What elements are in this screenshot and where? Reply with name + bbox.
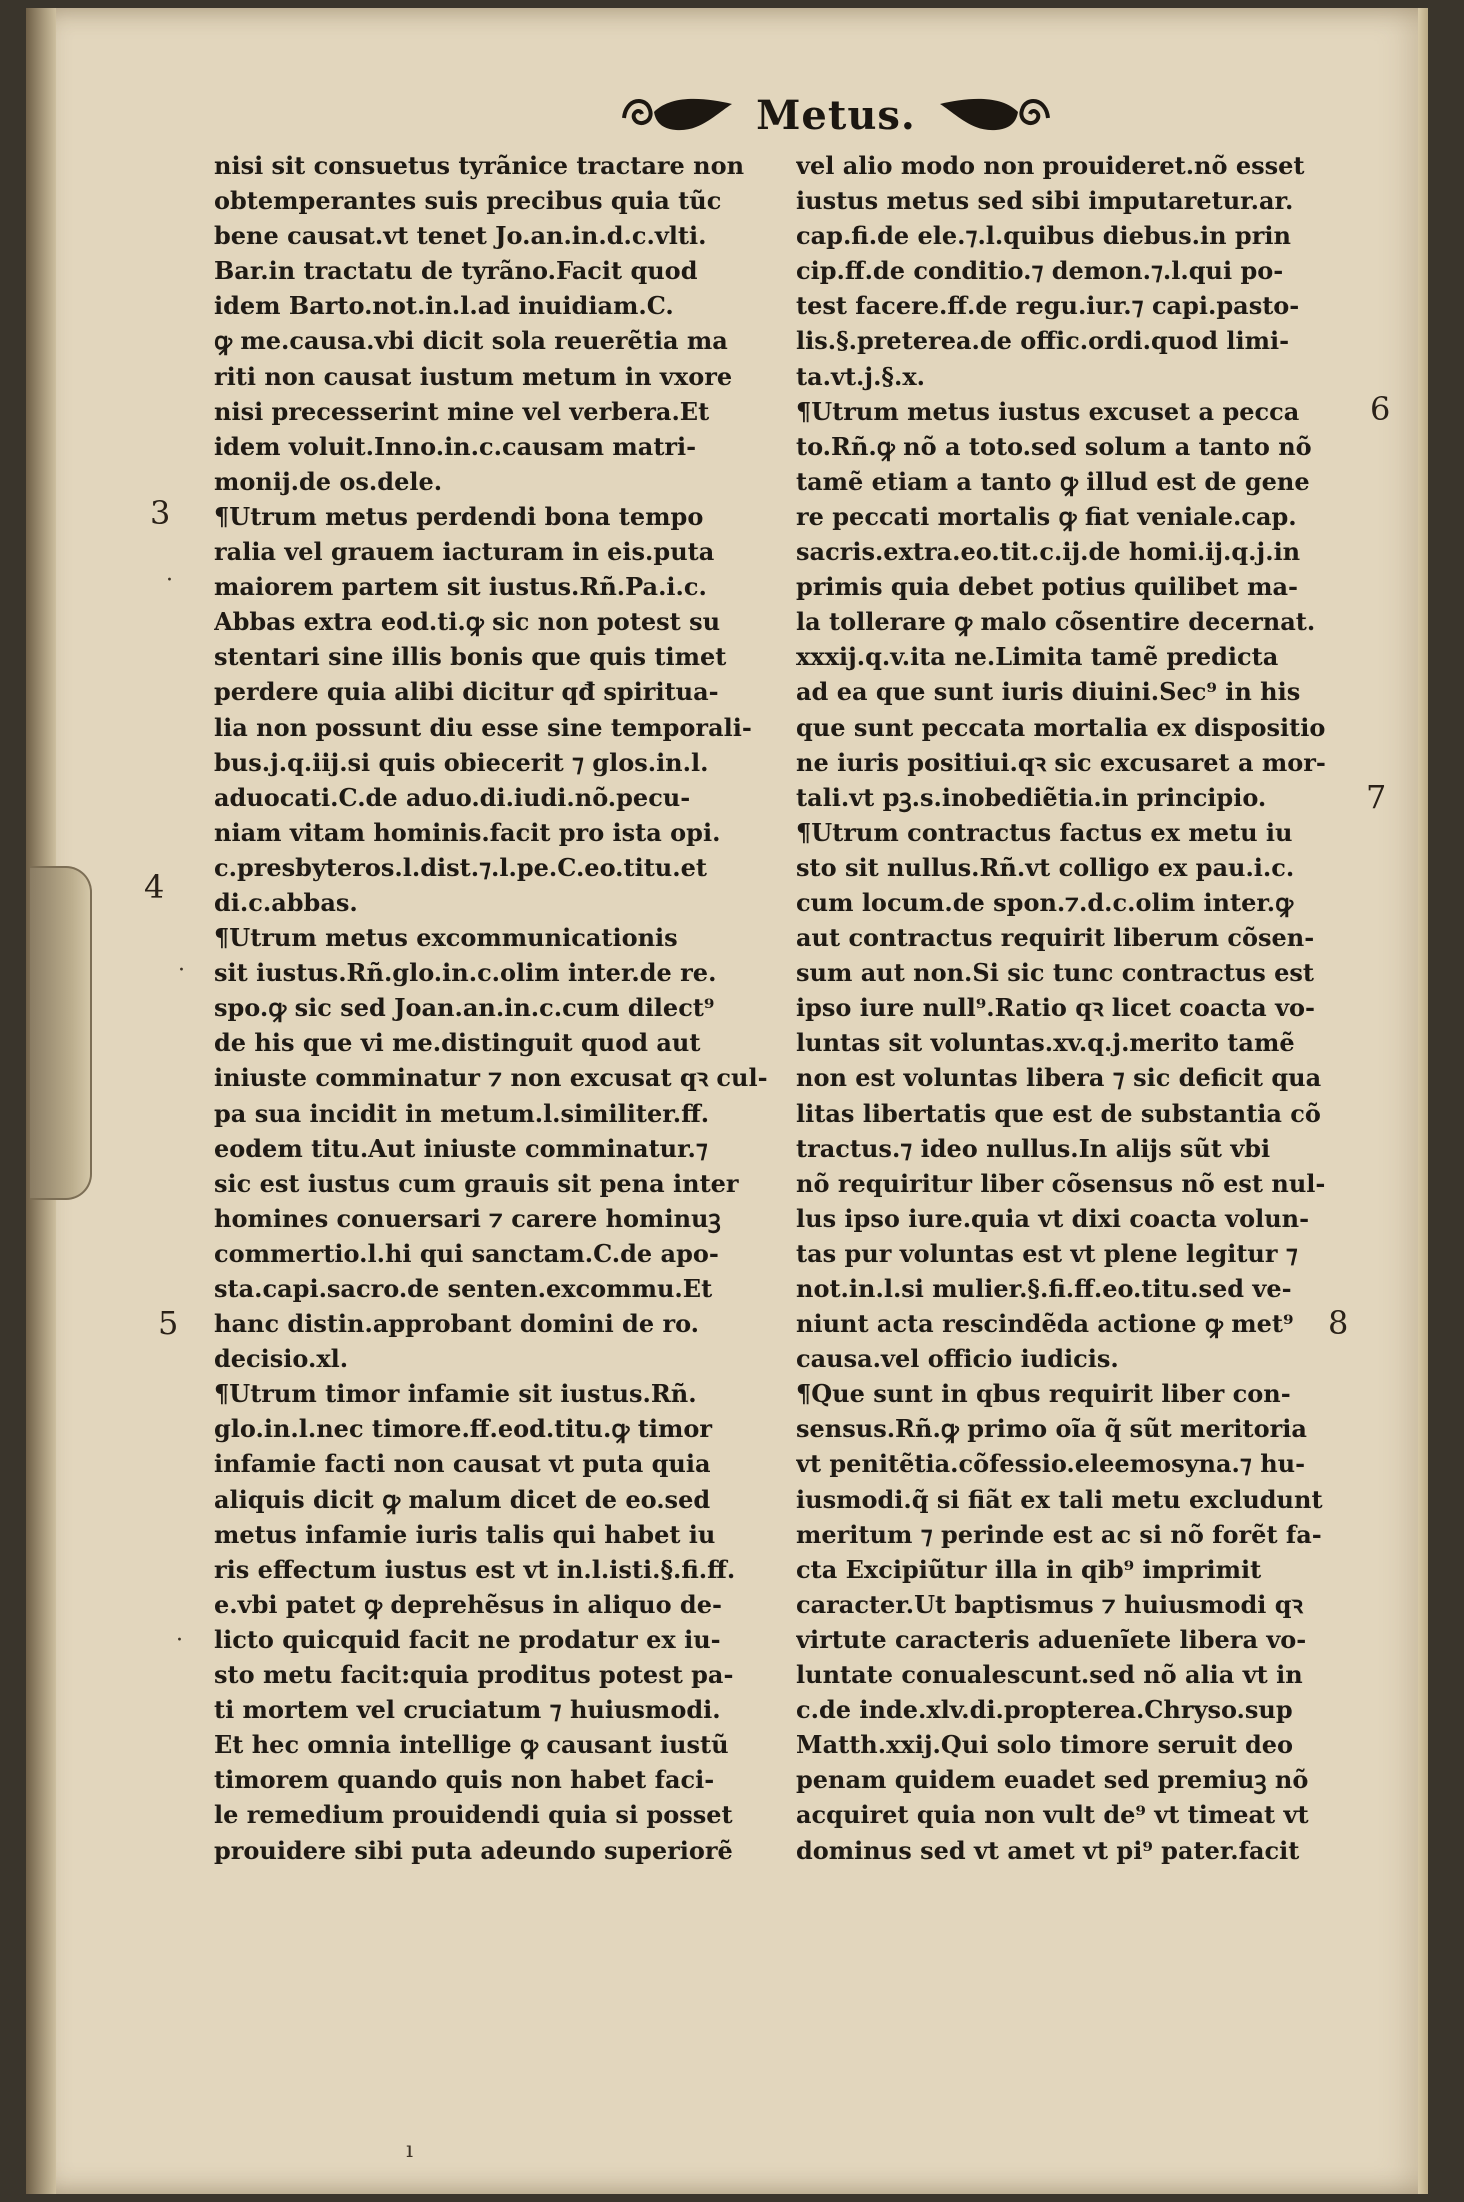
text-line: sum aut non.Si sic tunc contractus est [796, 958, 1315, 988]
text-line: Et hec omnia intellige ꝙ causant iustũ [214, 1730, 729, 1760]
left-text-column [214, 148, 784, 1868]
margin-mark-icon: · [178, 958, 185, 983]
text-line: tamẽ etiam a tanto ꝙ illud est de gene [796, 466, 1310, 496]
text-line: sit iustus.Rñ.glo.in.c.olim inter.de re. [214, 958, 717, 988]
text-line: aut contractus requirit liberum cõsen- [796, 923, 1315, 953]
text-line: le remedium prouidendi quia si posset [214, 1800, 733, 1830]
text-line: ne iuris positiui.qꝛ sic excusaret a mor- [796, 747, 1326, 777]
text-line: ipso iure null⁹.Ratio qꝛ licet coacta vo- [796, 993, 1315, 1023]
text-line: ꝙ me.causa.vbi dicit sola reuerẽtia ma [214, 326, 728, 356]
margin-mark-icon: · [166, 568, 173, 593]
left-fleuron-ornament-icon [620, 88, 740, 142]
margin-mark-icon: ı [406, 2138, 414, 2163]
book-page [26, 8, 1428, 2194]
text-line: ¶Utrum metus perdendi bona tempo [214, 501, 704, 531]
text-line: test facere.ff.de regu.iur.⁊ capi.pasto- [796, 291, 1300, 321]
text-line: monij.de os.dele. [214, 466, 443, 496]
running-head [616, 80, 1056, 150]
text-line: cum locum.de spon.⁊.d.c.olim inter.ꝙ [796, 887, 1294, 917]
text-line: iusmodi.q̃ si fiãt ex tali metu excludunt [796, 1484, 1323, 1514]
text-line: Matth.xxij.Qui solo timore seruit deo [796, 1730, 1294, 1760]
text-line: vt penitẽtia.cõfessio.eleemosyna.⁊ hu- [796, 1449, 1306, 1479]
text-line: decisio.xl. [214, 1344, 349, 1374]
text-line: luntate conualescunt.sed nõ alia vt in [796, 1660, 1303, 1690]
margin-number-7: 7 [1366, 778, 1387, 816]
text-line: perdere quia alibi dicitur qđ spiritua- [214, 677, 719, 707]
text-line: idem Barto.not.in.l.ad inuidiam.C. [214, 291, 674, 321]
text-line: aduocati.C.de aduo.di.iudi.nõ.pecu- [214, 782, 691, 812]
margin-number-6: 6 [1370, 390, 1391, 428]
text-line: nõ requiritur liber cõsensus nõ est nul- [796, 1168, 1326, 1198]
text-line: prouidere sibi puta adeundo superiorẽ [214, 1835, 733, 1865]
text-line: ¶Que sunt in qbus requirit liber con- [796, 1379, 1291, 1409]
text-line: penam quidem euadet sed premiuꝫ nõ [796, 1765, 1309, 1795]
text-line: commertio.l.hi qui sanctam.C.de apo- [214, 1238, 719, 1268]
text-line: primis quia debet potius quilibet ma- [796, 572, 1299, 602]
text-line: sensus.Rñ.ꝙ primo oĩa q̃ sũt meritoria [796, 1414, 1307, 1444]
text-line: cip.ff.de conditio.⁊ demon.⁊.l.qui po- [796, 256, 1284, 286]
text-line: di.c.abbas. [214, 887, 358, 917]
text-line: glo.in.l.nec timore.ff.eod.titu.ꝙ timor [214, 1414, 712, 1444]
text-line: obtemperantes suis precibus quia tũc [214, 186, 722, 216]
text-line: tractus.⁊ ideo nullus.In alijs sũt vbi [796, 1133, 1271, 1163]
text-line: causa.vel officio iudicis. [796, 1344, 1119, 1374]
text-line: iustus metus sed sibi imputaretur.ar. [796, 186, 1294, 216]
text-line: e.vbi patet ꝙ deprehẽsus in aliquo de- [214, 1589, 722, 1619]
text-line: timorem quando quis non habet faci- [214, 1765, 715, 1795]
text-line: licto quicquid facit ne prodatur ex iu- [214, 1624, 721, 1654]
text-line: ¶Utrum metus excommunicationis [214, 923, 678, 953]
text-line: hanc distin.approbant domini de ro. [214, 1309, 700, 1339]
text-line: pa sua incidit in metum.l.similiter.ff. [214, 1098, 710, 1128]
text-line: ralia vel grauem iacturam in eis.puta [214, 537, 715, 567]
text-line: cta Excipiũtur illa in qib⁹ imprimit [796, 1554, 1262, 1584]
text-line: bene causat.vt tenet Jo.an.in.d.c.vlti. [214, 221, 707, 251]
text-line: spo.ꝙ sic sed Joan.an.in.c.cum dilect⁹ [214, 993, 715, 1023]
text-line: ¶Utrum timor infamie sit iustus.Rñ. [214, 1379, 697, 1409]
text-line: meritum ⁊ perinde est ac si nõ forẽt fa- [796, 1519, 1322, 1549]
text-line: maiorem partem sit iustus.Rñ.Pa.i.c. [214, 572, 707, 602]
text-line: ¶Utrum contractus factus ex metu iu [796, 817, 1293, 847]
text-line: stentari sine illis bonis que quis timet [214, 642, 727, 672]
text-line: not.in.l.si mulier.§.fi.ff.eo.titu.sed ve- [796, 1274, 1292, 1303]
text-line: litas libertatis que est de substantia cõ [796, 1098, 1321, 1128]
text-line: cap.fi.de ele.⁊.l.quibus diebus.in prin [796, 221, 1291, 251]
text-line: re peccati mortalis ꝙ fiat veniale.cap. [796, 501, 1297, 531]
text-line: ta.vt.j.§.x. [796, 361, 925, 391]
text-line: c.presbyteros.l.dist.⁊.l.pe.C.eo.titu.et [214, 852, 707, 882]
text-line: bus.j.q.iij.si quis obiecerit ⁊ glos.in.l. [214, 747, 709, 777]
text-line: virtute caracteris aduenĩete libera vo- [796, 1624, 1307, 1654]
margin-number-8: 8 [1328, 1304, 1349, 1342]
text-line: lus ipso iure.quia vt dixi coacta volun- [796, 1203, 1310, 1233]
text-line: Abbas extra eod.ti.ꝙ sic non potest su [214, 607, 721, 637]
text-line: sic est iustus cum grauis sit pena inter [214, 1168, 739, 1198]
text-line: iniuste comminatur ⁊ non excusat qꝛ cul- [214, 1063, 768, 1093]
text-line: lia non possunt diu esse sine temporali- [214, 712, 752, 742]
text-line: to.Rñ.ꝙ nõ a toto.sed solum a tanto nõ [796, 431, 1312, 461]
text-line: homines conuersari ⁊ carere hominuꝫ [214, 1203, 721, 1233]
text-line: non est voluntas libera ⁊ sic deficit qua [796, 1063, 1322, 1093]
text-line: ris effectum iustus est vt in.l.isti.§.fi.ff. [214, 1554, 736, 1584]
text-line: dominus sed vt amet vt pi⁹ pater.facit [796, 1835, 1300, 1865]
text-line: nisi sit consuetus tyrãnice tractare non [214, 151, 745, 180]
text-line: c.de inde.xlv.di.propterea.Chryso.sup [796, 1695, 1293, 1725]
page-edge [1418, 8, 1428, 2194]
text-line: metus infamie iuris talis qui habet iu [214, 1519, 716, 1549]
text-line: xxxij.q.v.ita ne.Limita tamẽ predicta [796, 642, 1279, 672]
margin-mark-icon: · [176, 1628, 183, 1653]
text-line: ti mortem vel cruciatum ⁊ huiusmodi. [214, 1695, 721, 1725]
text-line: riti non causat iustum metum in vxore [214, 361, 733, 391]
text-line: de his que vi me.distinguit quod aut [214, 1028, 701, 1058]
text-line: ¶Utrum metus iustus excuset a pecca [796, 396, 1300, 426]
margin-number-4: 4 [144, 868, 165, 906]
text-line: niunt acta rescindẽda actione ꝙ met⁹ [796, 1309, 1294, 1339]
text-line: Bar.in tractatu de tyrãno.Facit quod [214, 256, 698, 286]
text-line: sto sit nullus.Rñ.vt colligo ex pau.i.c. [796, 852, 1295, 882]
margin-number-5: 5 [158, 1304, 179, 1342]
text-line: que sunt peccata mortalia ex dispositio [796, 712, 1326, 742]
page-clip [30, 866, 92, 1200]
text-line: sta.capi.sacro.de senten.excommu.Et [214, 1274, 713, 1303]
running-head-title: Metus. [756, 91, 916, 139]
text-line: infamie facti non causat vt puta quia [214, 1449, 711, 1479]
text-line: luntas sit voluntas.xv.q.j.merito tamẽ [796, 1028, 1295, 1058]
margin-number-3: 3 [150, 494, 171, 532]
text-line: sacris.extra.eo.tit.c.ij.de homi.ij.q.j.in [796, 537, 1301, 567]
text-line: nisi precesserint mine vel verbera.Et [214, 396, 710, 426]
text-line: tali.vt pꝫ.s.inobediẽtia.in principio. [796, 782, 1267, 812]
text-line: sto metu facit:quia proditus potest pa- [214, 1660, 734, 1690]
text-line: la tollerare ꝙ malo cõsentire decernat. [796, 607, 1316, 637]
text-line: acquiret quia non vult de⁹ vt timeat vt [796, 1800, 1309, 1830]
text-line: ad ea que sunt iuris diuini.Sec⁹ in his [796, 677, 1301, 707]
text-line: niam vitam hominis.facit pro ista opi. [214, 817, 721, 847]
text-line: lis.§.preterea.de offic.ordi.quod limi- [796, 326, 1290, 356]
text-line: tas pur voluntas est vt plene legitur ⁊ [796, 1238, 1298, 1268]
text-line: idem voluit.Inno.in.c.causam matri- [214, 431, 697, 461]
text-line: eodem titu.Aut iniuste comminatur.⁊ [214, 1133, 708, 1163]
text-line: vel alio modo non prouideret.nõ esset [796, 151, 1305, 180]
right-fleuron-ornament-icon [932, 88, 1052, 142]
right-text-column [796, 148, 1366, 1868]
text-line: caracter.Ut baptismus ⁊ huiusmodi qꝛ [796, 1589, 1303, 1619]
text-line: aliquis dicit ꝙ malum dicet de eo.sed [214, 1484, 711, 1514]
